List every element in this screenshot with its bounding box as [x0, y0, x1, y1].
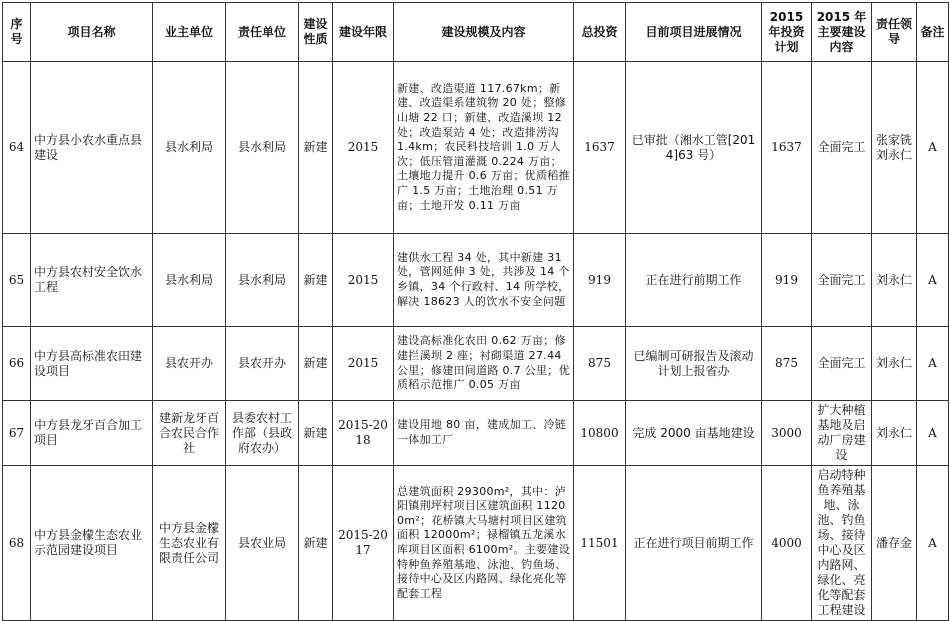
cell-name: 中方县龙牙百合加工项目 [31, 401, 153, 466]
header-progress: 目前项目进展情况 [626, 3, 762, 62]
cell-main-2015: 扩大种植基地及启动厂房建设 [812, 401, 872, 466]
header-plan-2015: 2015 年投资计划 [762, 3, 812, 62]
cell-period: 2015-2018 [333, 401, 394, 466]
cell-nature: 新建 [299, 327, 333, 401]
cell-leader: 潘存金 [872, 466, 917, 621]
cell-total-invest: 11501 [574, 466, 626, 621]
cell-resp-unit: 县水利局 [226, 62, 299, 234]
cell-seq: 65 [3, 234, 31, 327]
cell-nature: 新建 [299, 466, 333, 621]
cell-remark: A [917, 62, 949, 234]
table-row [3, 327, 949, 401]
cell-plan-2015: 1637 [762, 62, 812, 234]
cell-progress: 已编制可研报告及滚动计划上报省办 [626, 327, 762, 401]
cell-name: 中方县小农水重点县建设 [31, 62, 153, 234]
cell-period: 2015 [333, 327, 394, 401]
table-row [3, 401, 949, 466]
header-leader: 责任领导 [872, 3, 917, 62]
header-row [3, 3, 949, 62]
cell-leader: 张家铣 刘永仁 [872, 62, 917, 234]
cell-main-2015: 启动特种鱼养殖基地、泳池、钓鱼场、接待中心及区内路网、绿化、亮化等配套工程建设 [812, 466, 872, 621]
cell-name: 中方县农村安全饮水工程 [31, 234, 153, 327]
cell-owner: 县水利局 [153, 234, 226, 327]
header-period: 建设年限 [333, 3, 394, 62]
cell-owner: 中方县金檬生态农业有限责任公司 [153, 466, 226, 621]
cell-leader: 刘永仁 [872, 401, 917, 466]
cell-main-2015: 全面完工 [812, 234, 872, 327]
header-name: 项目名称 [31, 3, 153, 62]
cell-resp-unit: 县委农村工作部（县政府农办） [226, 401, 299, 466]
cell-name: 中方县金檬生态农业示范园建设项目 [31, 466, 153, 621]
cell-main-2015: 全面完工 [812, 327, 872, 401]
header-total-invest: 总投资 [574, 3, 626, 62]
cell-progress: 已审批（湘水工管[2014]63 号） [626, 62, 762, 234]
cell-scope: 建设高标准化农田 0.62 万亩；修建拦溪坝 2 座；衬砌渠道 27.44 公里；修建田间道路 0.7 公里；优质稻示范推广 0.05 万亩 [394, 327, 574, 401]
cell-seq: 66 [3, 327, 31, 401]
cell-scope: 建供水工程 34 处，其中新建 31 处，管网延伸 3 处，共涉及 14 个乡镇，34 个行政村、14 所学校，解决 18623 人的饮水不安全问题 [394, 234, 574, 327]
cell-period: 2015 [333, 234, 394, 327]
cell-nature: 新建 [299, 234, 333, 327]
cell-remark: A [917, 401, 949, 466]
cell-nature: 新建 [299, 401, 333, 466]
cell-resp-unit: 县农业局 [226, 466, 299, 621]
cell-total-invest: 1637 [574, 62, 626, 234]
cell-remark: A [917, 234, 949, 327]
cell-seq: 68 [3, 466, 31, 621]
table-row [3, 62, 949, 234]
cell-seq: 64 [3, 62, 31, 234]
cell-leader: 刘永仁 [872, 234, 917, 327]
header-scope: 建设规模及内容 [394, 3, 574, 62]
cell-total-invest: 875 [574, 327, 626, 401]
cell-nature: 新建 [299, 62, 333, 234]
cell-scope: 建设用地 80 亩，建成加工、冷链一体加工厂 [394, 401, 574, 466]
cell-plan-2015: 919 [762, 234, 812, 327]
cell-progress: 正在进行前期工作 [626, 234, 762, 327]
cell-total-invest: 919 [574, 234, 626, 327]
table-row [3, 466, 949, 621]
cell-progress: 正在进行项目前期工作 [626, 466, 762, 621]
cell-plan-2015: 3000 [762, 401, 812, 466]
cell-plan-2015: 4000 [762, 466, 812, 621]
cell-resp-unit: 县农开办 [226, 327, 299, 401]
cell-owner: 县农开办 [153, 327, 226, 401]
header-nature: 建设性质 [299, 3, 333, 62]
cell-plan-2015: 875 [762, 327, 812, 401]
header-seq: 序号 [3, 3, 31, 62]
header-owner: 业主单位 [153, 3, 226, 62]
cell-scope: 新建、改造渠道 117.67km；新建、改造渠系建筑物 20 处；整修山塘 22 口；新建、改造溪坝 12 处；改造泵站 4 处；改造排涝沟 1.4km；农民科技培训 1.0 万人次；低压管道灌溉 0.224 万亩；土壤地力提升 0.6 万亩；优质稻推广 1.5 万亩；土地治理 0.51 万亩；土地开发 0.11 万亩 [394, 62, 574, 234]
header-resp-unit: 责任单位 [226, 3, 299, 62]
cell-resp-unit: 县水利局 [226, 234, 299, 327]
cell-remark: A [917, 466, 949, 621]
cell-total-invest: 10800 [574, 401, 626, 466]
table-row [3, 234, 949, 327]
cell-leader: 刘永仁 [872, 327, 917, 401]
cell-period: 2015-2017 [333, 466, 394, 621]
cell-owner: 县水利局 [153, 62, 226, 234]
cell-owner: 建新龙牙百合农民合作社 [153, 401, 226, 466]
header-main-2015: 2015 年主要建设内容 [812, 3, 872, 62]
cell-seq: 67 [3, 401, 31, 466]
cell-remark: A [917, 327, 949, 401]
header-remark: 备注 [917, 3, 949, 62]
cell-scope: 总建筑面积 29300m²，其中：泸阳镇荆坪村项目区建筑面积 11200m²；花桥镇大马塘村项目区建筑面积 12000m²；禄榴镇五龙溪水库项目区面积 6100m²。主要建设特种鱼养殖基地、泳池、钓鱼场、接待中心及区内路网、绿化亮化等配套工程 [394, 466, 574, 621]
project-table [2, 2, 949, 621]
cell-progress: 完成 2000 亩基地建设 [626, 401, 762, 466]
cell-name: 中方县高标准农田建设项目 [31, 327, 153, 401]
cell-main-2015: 全面完工 [812, 62, 872, 234]
cell-period: 2015 [333, 62, 394, 234]
